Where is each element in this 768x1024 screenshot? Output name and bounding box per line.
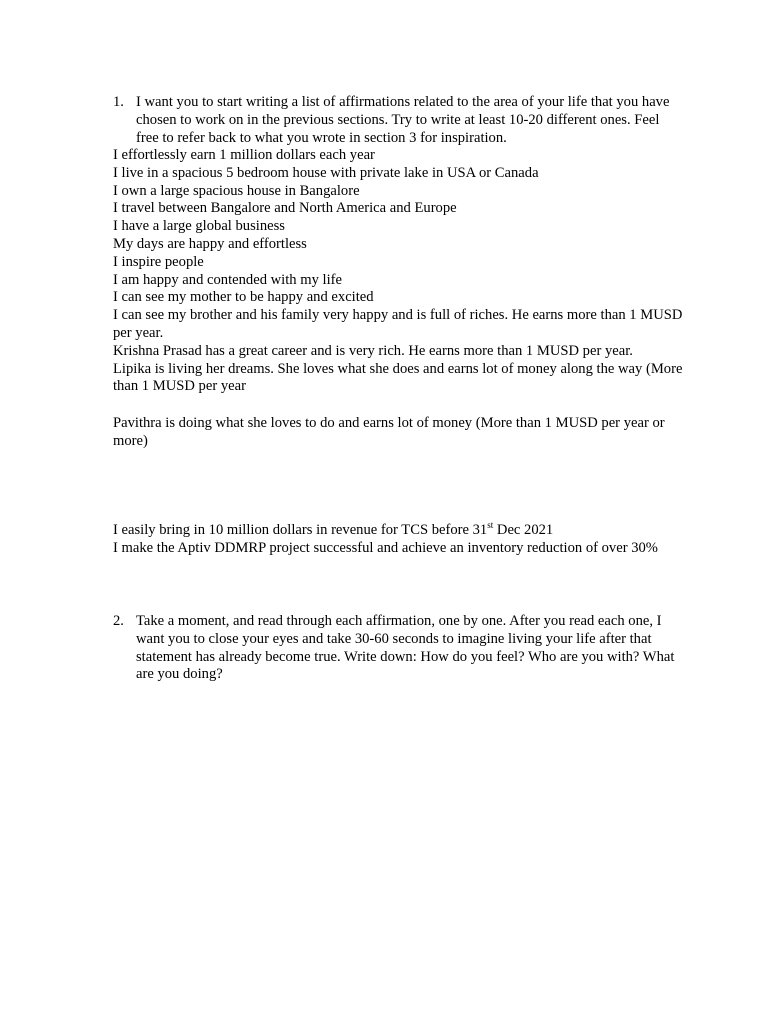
affirmation-item: I effortlessly earn 1 million dollars each year [113,147,375,163]
affirmation-item: Lipika is living her dreams. She loves what she does and earns lot of money along the way (More than 1 MUSD per year [113,360,683,395]
question-2-number: 2. [113,613,124,629]
tcs-date: Dec 2021 [493,522,554,538]
tcs-text: I easily bring in 10 million dollars in revenue for TCS before 31 [113,522,488,538]
aptiv-affirmation: I make the Aptiv DDMRP project successful and achieve an inventory reduction of over 30% [113,539,658,556]
work-affirmations [113,522,688,558]
affirmation-item: I own a large spacious house in Bangalore [113,182,360,199]
pavithra-affirmation: Pavithra is doing what she loves to do and earns lot of money (More than 1 MUSD per year or more) [113,415,665,449]
affirmation-item: I live in a spacious 5 bedroom house with private lake in USA or Canada [113,164,539,181]
affirmation-item: My days are happy and effortless [113,235,307,252]
date-ordinal-suffix: st [487,520,494,531]
tcs-affirmation [113,522,688,540]
affirmation-item: I am happy and contended with my life [113,271,342,288]
affirmation-item: I travel between Bangalore and North America and Europe [113,200,457,217]
affirmation-item: I can see my mother to be happy and excited [113,289,374,306]
question-2 [113,613,679,684]
affirmation-list [113,147,688,396]
affirmation-item: Krishna Prasad has a great career and is very rich. He earns more than 1 MUSD per year. [113,342,633,359]
affirmation-item: I have a large global business [113,218,285,235]
question-1-number: 1. [113,94,124,110]
question-1 [113,94,679,147]
question-1-text: I want you to start writing a list of affirmations related to the area of your life that you have chosen to work on in the previous sections. Try to write at least 10-20 different ones. Feel free to refer back to what you wrote in section 3 for inspiration. [136,94,670,146]
question-2-text: Take a moment, and read through each affirmation, one by one. After you read each one, I want you to close your eyes and take 30-60 seconds to imagine living your life after that statement has already become true. Write down: How do you feel? Who are you with? What are you doing? [136,613,675,683]
affirmation-item: I inspire people [113,253,204,270]
affirmation-item: I can see my brother and his family very happy and is full of riches. He earns more than 1 MUSD per year. [113,307,683,341]
